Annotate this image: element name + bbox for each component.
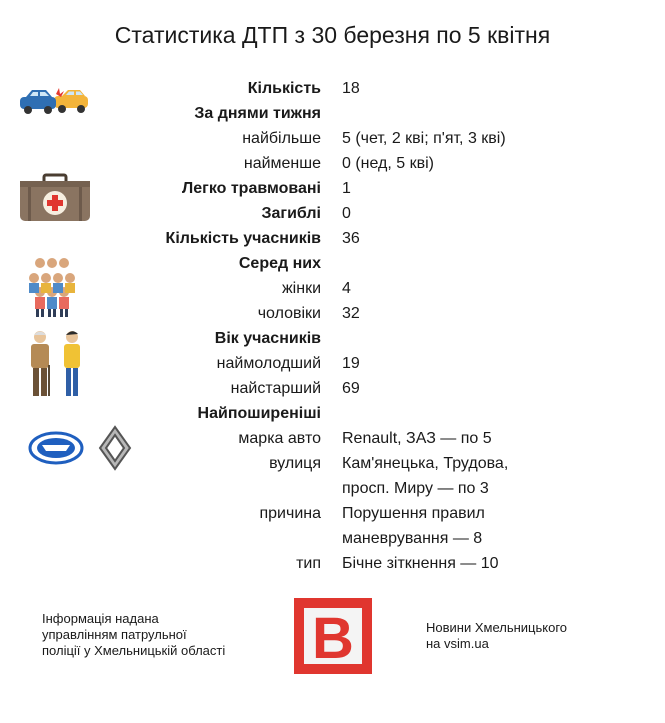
stat-value: 0 (нед, 5 кві)	[342, 155, 435, 172]
stat-value: 69	[342, 380, 360, 397]
stat-value: 5 (чет, 2 кві; п'ят, 3 кві)	[342, 130, 506, 147]
stat-value: 19	[342, 355, 360, 372]
stat-label: Вік учасників	[214, 330, 321, 347]
stat-row	[0, 201, 665, 226]
source-line: поліції у Хмельницькій області	[42, 643, 226, 658]
stat-value: 32	[342, 305, 360, 322]
stat-label: найменше	[243, 155, 321, 172]
stat-label: жінки	[281, 280, 321, 297]
car-crash-icon	[18, 88, 92, 116]
stat-row	[0, 226, 665, 251]
stat-row	[0, 101, 665, 126]
stat-value: 18	[342, 80, 360, 97]
source-line: Інформація надана	[42, 611, 159, 626]
stat-label: наймолодший	[216, 355, 321, 372]
stat-label: найбільше	[242, 130, 321, 147]
stat-row	[0, 326, 665, 351]
publisher-line: Новини Хмельницького	[426, 620, 568, 635]
old-and-young-men-icon	[26, 329, 88, 401]
stat-row	[0, 151, 665, 176]
stat-label: тип	[296, 555, 321, 572]
stat-label: За днями тижня	[194, 105, 321, 122]
stat-value: 1	[342, 180, 351, 197]
logo-letter: B	[312, 606, 354, 671]
crowd-icon	[26, 256, 78, 318]
stat-row	[0, 476, 665, 501]
stat-value: Порушення правил	[342, 505, 485, 522]
stat-label: Кількість	[247, 80, 321, 97]
stat-row	[0, 276, 665, 301]
stat-value: маневрування — 8	[342, 530, 483, 547]
stat-value: 4	[342, 280, 351, 297]
zaz-logo-icon	[28, 431, 84, 465]
publisher-line: на vsim.ua	[426, 636, 489, 651]
stat-row	[0, 376, 665, 401]
stat-value: Кам'янецька, Трудова,	[342, 455, 509, 472]
stat-row	[0, 501, 665, 526]
publisher-note	[426, 620, 626, 652]
stat-label: вулиця	[269, 455, 321, 472]
stat-value: 0	[342, 205, 351, 222]
stat-row	[0, 551, 665, 576]
stat-row	[0, 251, 665, 276]
stat-label: найстарший	[230, 380, 321, 397]
stat-value: просп. Миру — по 3	[342, 480, 489, 497]
vsim-logo	[294, 598, 372, 674]
stat-label: Найпоширеніші	[197, 405, 321, 422]
source-note	[42, 611, 282, 659]
stat-row	[0, 76, 665, 101]
page-title: Статистика ДТП з 30 березня по 5 квітня	[114, 22, 551, 48]
source-line: управлінням патрульної	[42, 627, 187, 642]
stat-value: Renault, ЗАЗ — по 5	[342, 430, 492, 447]
renault-logo-icon	[98, 425, 132, 471]
first-aid-kit-icon	[18, 173, 92, 223]
stat-label: Кількість учасників	[165, 230, 321, 247]
stat-label: Серед них	[238, 255, 321, 272]
stat-row	[0, 301, 665, 326]
stat-row	[0, 351, 665, 376]
stat-label: причина	[259, 505, 321, 522]
stat-label: Загиблі	[261, 205, 321, 222]
stat-row	[0, 176, 665, 201]
stat-value: 36	[342, 230, 360, 247]
stat-row	[0, 126, 665, 151]
stat-value: Бічне зіткнення — 10	[342, 555, 499, 572]
stat-row	[0, 526, 665, 551]
stat-label: марка авто	[238, 430, 321, 447]
stat-label: чоловіки	[257, 305, 321, 322]
stat-row	[0, 401, 665, 426]
stat-label: Легко травмовані	[182, 180, 321, 197]
